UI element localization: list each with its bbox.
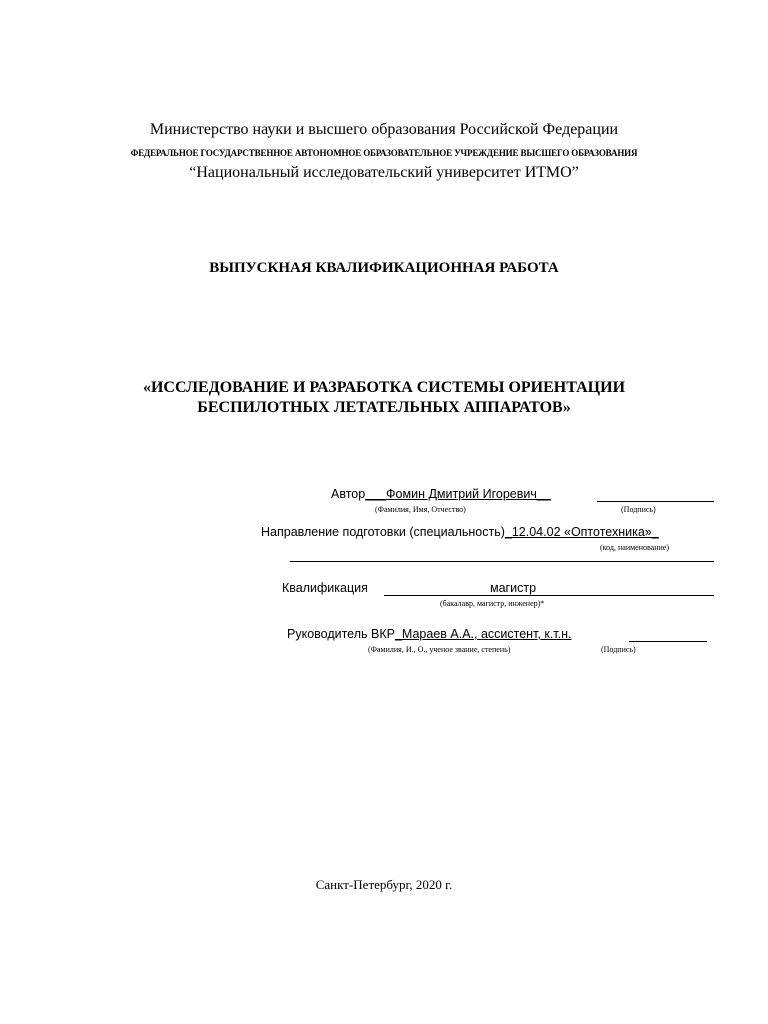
work-type-heading: ВЫПУСКНАЯ КВАЛИФИКАЦИОННАЯ РАБОТА [209, 260, 559, 276]
ministry-name: Министерство науки и высшего образования Российской Федерации [149, 121, 619, 138]
supervisor-signature-line [629, 641, 707, 642]
author-signature-line [597, 501, 714, 502]
author-name: ___Фомин Дмитрий Игоревич__ [365, 487, 551, 501]
direction-row [261, 525, 659, 539]
qualification-line [384, 595, 714, 596]
supervisor-value: _Мараев А.А., ассистент, к.т.н. [394, 627, 572, 641]
author-label: Автор [331, 487, 366, 501]
supervisor-row [287, 627, 572, 641]
author-signature-hint: (Подпись) [621, 505, 656, 514]
direction-value: _12.04.02 «Оптотехника»_ [504, 525, 659, 539]
institution-type: ФЕДЕРАЛЬНОЕ ГОСУДАРСТВЕННОЕ АВТОНОМНОЕ ОБРАЗОВАТЕЛЬНОЕ УЧРЕЖДЕНИЕ ВЫСШЕГО ОБРАЗОВАНИЯ [130, 148, 638, 158]
qualification-value: магистр [490, 581, 537, 595]
direction-hint: (код, наименование) [600, 543, 669, 552]
university-name: “Национальный исследовательский университет ИТМО” [189, 164, 579, 181]
thesis-title-line-2: БЕСПИЛОТНЫХ ЛЕТАТЕЛЬНЫХ АППАРАТОВ» [197, 399, 571, 416]
direction-label: Направление подготовки (специальность) [261, 525, 505, 539]
supervisor-label: Руководитель ВКР [287, 627, 395, 641]
qualification-hint: (бакалавр, магистр, инженер)* [440, 599, 545, 608]
supervisor-signature-hint: (Подпись) [601, 645, 636, 654]
city-year: Санкт-Петербург, 2020 г. [315, 877, 453, 892]
thesis-title-line-1: «ИССЛЕДОВАНИЕ И РАЗРАБОТКА СИСТЕМЫ ОРИЕНТАЦИИ [142, 379, 626, 396]
qualification-label: Квалификация [282, 581, 368, 595]
author-name-hint: (Фамилия, Имя, Отчество) [375, 505, 466, 514]
author-row [331, 487, 551, 501]
direction-continuation-line [290, 561, 714, 562]
supervisor-name-hint: (Фамилия, И., О., ученое звание, степень) [368, 645, 511, 654]
